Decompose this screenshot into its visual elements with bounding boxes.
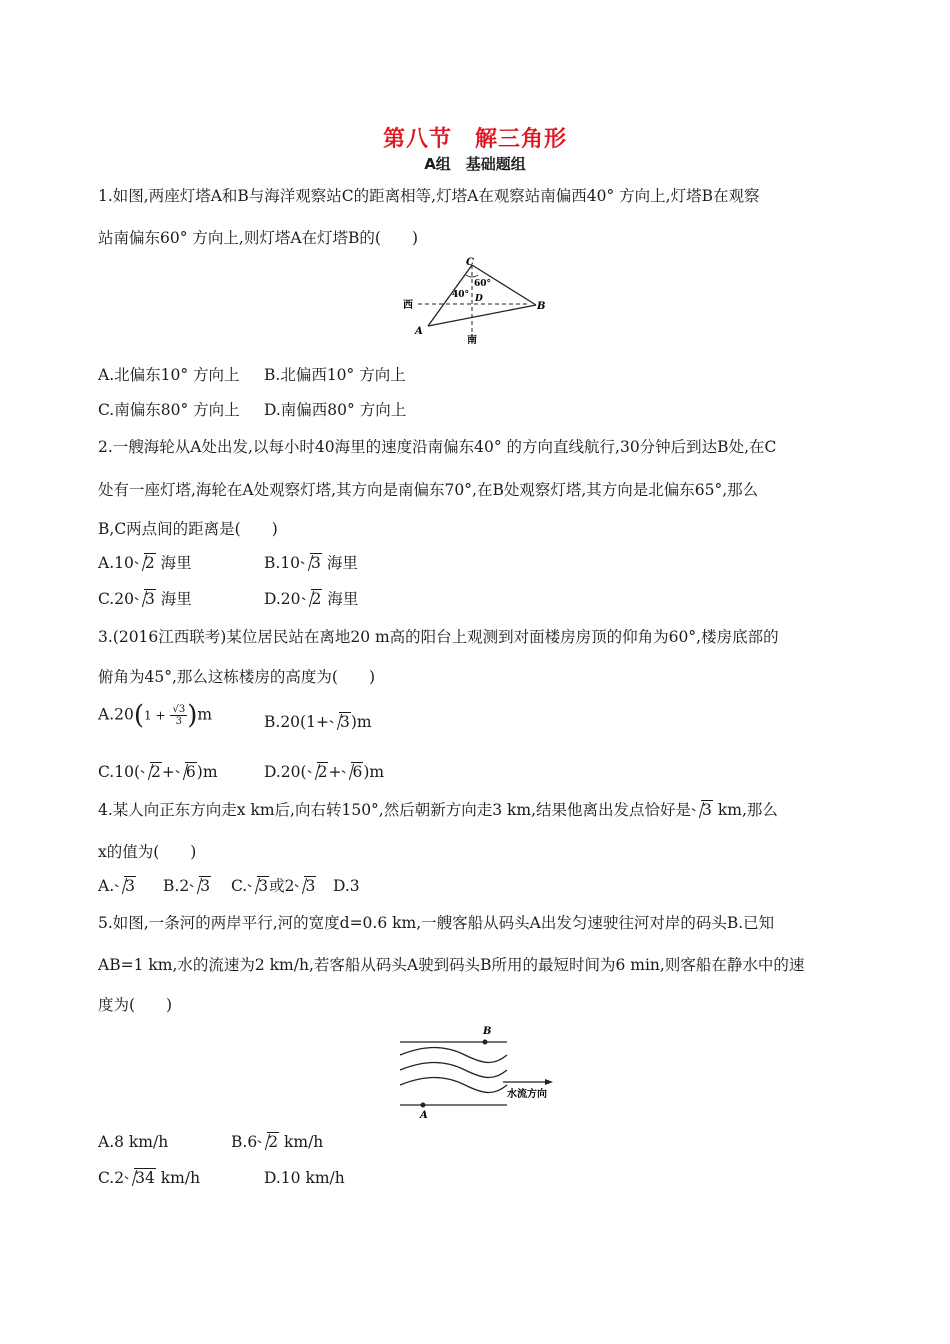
q5-figure bbox=[395, 1020, 565, 1120]
q2-d-radicand: 2 bbox=[311, 590, 322, 608]
q3-b-radicand: 3 bbox=[339, 713, 350, 731]
q1-fig-label-west: 西 bbox=[403, 300, 413, 311]
q1-fig-angle-40: 40° bbox=[452, 290, 470, 300]
q3-c-pre: C.10( bbox=[98, 763, 141, 781]
q5-stem-line3: 度为( ) bbox=[98, 996, 173, 1014]
q3-d-radicand1: 2 bbox=[317, 763, 328, 781]
q5-fig-label-flow: 水流方向 bbox=[507, 1089, 547, 1100]
q3-c-radicand2: 6 bbox=[185, 763, 196, 781]
q1-option-a[interactable]: A.北偏东10° 方向上 bbox=[98, 366, 240, 384]
q2-b-pre: B.10 bbox=[264, 554, 301, 572]
sqrt-symbol bbox=[124, 1168, 156, 1188]
q2-stem-line3: B,C两点间的距离是( ) bbox=[98, 520, 278, 538]
q4-stem-line1 bbox=[98, 800, 778, 820]
q4-line1-post: km,那么 bbox=[712, 801, 778, 819]
q5-c-pre: C.2 bbox=[98, 1169, 125, 1187]
q3-stem-line1: 3.(2016江西联考)某位居民站在离地20 m高的阳台上观测到对面楼房房顶的仰角为60°,楼房底部的 bbox=[98, 628, 779, 646]
q1-fig-label-b: B bbox=[537, 301, 546, 312]
sqrt-symbol bbox=[300, 553, 322, 573]
q3-option-c[interactable] bbox=[98, 762, 218, 782]
q4-stem-line2: x的值为( ) bbox=[98, 843, 197, 861]
q4-option-d[interactable]: D.3 bbox=[333, 877, 360, 895]
q4-a-pre: A. bbox=[98, 877, 115, 895]
q3-stem-line2: 俯角为45°,那么这栋楼房的高度为( ) bbox=[98, 668, 375, 686]
q3-option-d[interactable] bbox=[264, 762, 384, 782]
sqrt-symbol bbox=[341, 762, 363, 782]
q5-b-radicand: 2 bbox=[268, 1133, 279, 1151]
q1-stem-line1: 1.如图,两座灯塔A和B与海洋观察站C的距离相等,灯塔A在观察站南偏西40° 方向上,灯塔B在观察 bbox=[98, 187, 760, 205]
q4-line1-pre: 4.某人向正东方向走x km后,向右转150°,然后朝新方向走3 km,结果他离出发点恰好是 bbox=[98, 801, 692, 819]
sqrt-symbol bbox=[301, 589, 323, 609]
q5-option-b[interactable] bbox=[231, 1132, 323, 1152]
q1-option-d[interactable]: D.南偏西80° 方向上 bbox=[264, 401, 407, 419]
q2-b-post: 海里 bbox=[321, 554, 358, 572]
sqrt-symbol bbox=[329, 712, 351, 732]
q5-option-d[interactable]: D.10 km/h bbox=[264, 1169, 345, 1187]
q2-c-radicand: 3 bbox=[144, 590, 155, 608]
q1-fig-label-c: C bbox=[466, 257, 474, 268]
sqrt-symbol bbox=[257, 1132, 279, 1152]
q2-stem-line1: 2.一艘海轮从A处出发,以每小时40海里的速度沿南偏东40° 的方向直线航行,30分钟后到达B处,在C bbox=[98, 438, 777, 456]
sqrt-symbol bbox=[691, 800, 713, 820]
q3-c-post: )m bbox=[196, 763, 218, 781]
q3-c-radicand1: 2 bbox=[151, 763, 161, 781]
q2-d-pre: D.20 bbox=[264, 590, 301, 608]
q1-fig-label-a: A bbox=[415, 326, 423, 337]
q4-line1-radicand: 3 bbox=[702, 801, 712, 819]
q2-option-c[interactable] bbox=[98, 589, 192, 609]
sqrt-symbol bbox=[114, 876, 136, 896]
q2-a-pre: A.10 bbox=[98, 554, 134, 572]
q4-option-a[interactable] bbox=[98, 876, 136, 896]
q4-b-pre: B.2 bbox=[163, 877, 190, 895]
sqrt-symbol bbox=[175, 762, 197, 782]
sqrt-symbol bbox=[247, 876, 269, 896]
q5-option-c[interactable] bbox=[98, 1168, 200, 1188]
q4-c-radicand1: 3 bbox=[258, 877, 269, 895]
q5-c-post: km/h bbox=[155, 1169, 201, 1187]
q5-stem-line2: AB=1 km,水的流速为2 km/h,若客船从码头A驶到码头B所用的最短时间为6 min,则客船在静水中的速 bbox=[98, 956, 805, 974]
q4-c-pre: C. bbox=[231, 877, 248, 895]
q3-d-radicand2: 6 bbox=[352, 763, 363, 781]
q1-option-b[interactable]: B.北偏西10° 方向上 bbox=[264, 366, 406, 384]
q3-a-pre: A.20 bbox=[98, 705, 134, 724]
sqrt-symbol bbox=[140, 762, 162, 782]
sqrt-symbol bbox=[294, 876, 316, 896]
q2-c-post: 海里 bbox=[155, 590, 192, 608]
q2-option-d[interactable] bbox=[264, 589, 358, 609]
q3-d-pre: D.20( bbox=[264, 763, 307, 781]
q5-option-a[interactable]: A.8 km/h bbox=[98, 1133, 169, 1151]
page-title: 第八节 解三角形 bbox=[382, 127, 567, 152]
q3-option-a[interactable]: A.20(1 + $\frac{√3}{3})m$ bbox=[98, 700, 213, 731]
q3-a-numerator: √3 bbox=[172, 704, 186, 715]
fraction bbox=[170, 704, 187, 727]
q3-option-b[interactable] bbox=[264, 712, 372, 732]
q2-c-pre: C.20 bbox=[98, 590, 134, 608]
q4-option-c[interactable] bbox=[231, 876, 316, 896]
q3-b-post: )m bbox=[350, 713, 372, 731]
q2-option-b[interactable] bbox=[264, 553, 358, 573]
q2-d-post: 海里 bbox=[322, 590, 359, 608]
q5-fig-label-b: B bbox=[483, 1026, 492, 1037]
sqrt-symbol bbox=[307, 762, 329, 782]
q3-b-pre: B.20(1+ bbox=[264, 713, 329, 731]
sqrt-symbol bbox=[189, 876, 211, 896]
q3-d-post: )m bbox=[363, 763, 385, 781]
q3-a-post: m bbox=[197, 705, 213, 724]
q1-fig-label-south: 南 bbox=[467, 335, 477, 345]
q3-a-denominator: 3 bbox=[175, 716, 182, 727]
q2-stem-line2: 处有一座灯塔,海轮在A处观察灯塔,其方向是南偏东70°,在B处观察灯塔,其方向是北偏东65°,那么 bbox=[98, 481, 759, 499]
sqrt-symbol bbox=[134, 589, 156, 609]
q2-a-post: 海里 bbox=[155, 554, 192, 572]
q3-d-mid: + bbox=[328, 763, 342, 781]
q4-b-radicand: 3 bbox=[200, 877, 211, 895]
q1-fig-label-d: D bbox=[475, 294, 483, 304]
q4-c-radicand2: 3 bbox=[305, 877, 316, 895]
q2-a-radicand: 2 bbox=[144, 554, 155, 572]
q1-figure bbox=[400, 255, 560, 345]
sqrt-symbol bbox=[134, 553, 156, 573]
q5-fig-label-a: A bbox=[420, 1110, 428, 1120]
q5-b-post: km/h bbox=[279, 1133, 324, 1151]
q4-c-mid: 或2 bbox=[269, 877, 295, 895]
q4-a-radicand: 3 bbox=[125, 877, 135, 895]
q2-option-a[interactable] bbox=[98, 553, 192, 573]
q1-fig-angle-60: 60° bbox=[474, 279, 492, 289]
q2-b-radicand: 3 bbox=[311, 554, 321, 572]
q5-b-pre: B.6 bbox=[231, 1133, 258, 1151]
q3-c-mid: + bbox=[161, 763, 175, 781]
section-subtitle: A组 基础题组 bbox=[424, 155, 526, 173]
q3-a-one: 1 + bbox=[144, 708, 166, 723]
q5-c-radicand: 34 bbox=[135, 1169, 155, 1187]
q5-stem-line1: 5.如图,一条河的两岸平行,河的宽度d=0.6 km,一艘客船从码头A出发匀速驶往河对岸的码头B.已知 bbox=[98, 914, 775, 932]
q4-option-b[interactable] bbox=[163, 876, 211, 896]
q1-stem-line2: 站南偏东60° 方向上,则灯塔A在灯塔B的( ) bbox=[98, 229, 419, 247]
q1-option-c[interactable]: C.南偏东80° 方向上 bbox=[98, 401, 240, 419]
